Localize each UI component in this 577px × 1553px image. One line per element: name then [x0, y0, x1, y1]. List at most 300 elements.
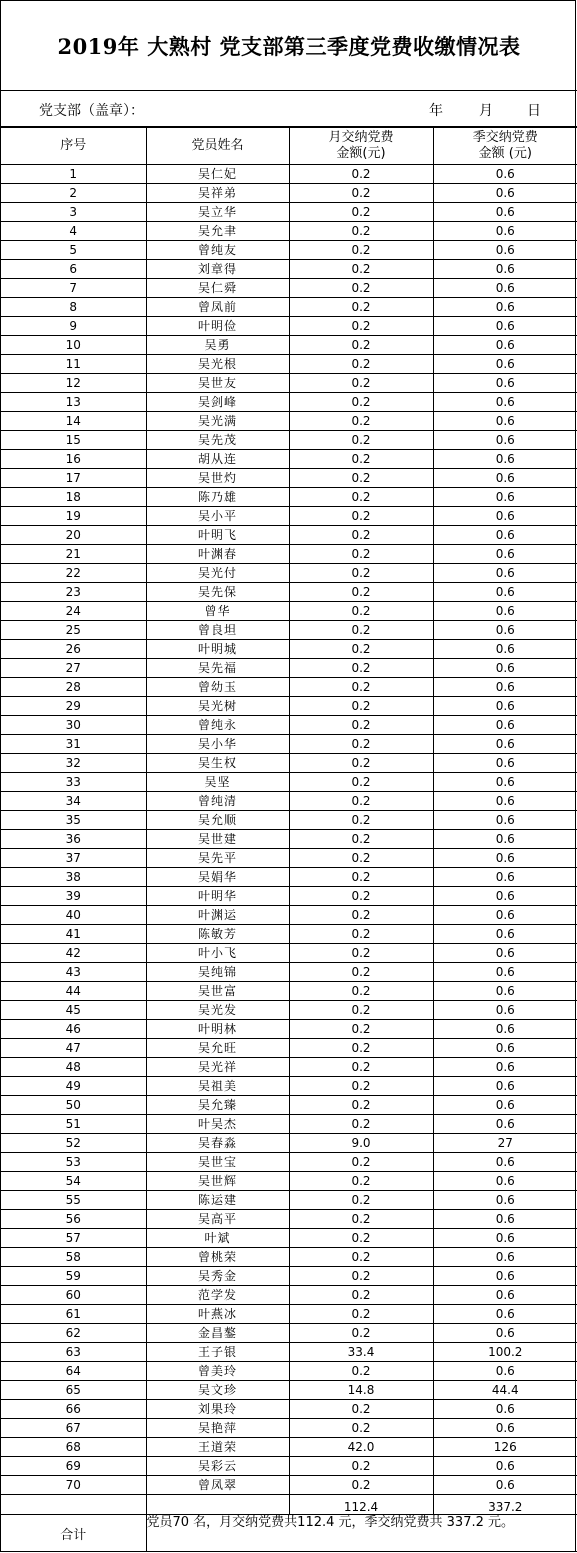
row-name: 吴生权: [146, 754, 289, 773]
row-monthly: 0.2: [289, 1229, 433, 1248]
table-row: [1, 1039, 577, 1058]
row-quarterly: 0.6: [433, 1096, 577, 1115]
branch-stamp-label: 党支部（盖章）：: [39, 103, 144, 119]
row-name: 吴先茂: [146, 431, 289, 450]
row-seq: 34: [1, 792, 146, 811]
row-seq: 14: [1, 412, 146, 431]
table-row: [1, 165, 577, 184]
row-seq: 25: [1, 621, 146, 640]
row-seq: 28: [1, 678, 146, 697]
row-seq: 10: [1, 336, 146, 355]
row-name: 陈运建: [146, 1191, 289, 1210]
row-seq: 4: [1, 222, 146, 241]
row-name: 吴光付: [146, 564, 289, 583]
row-quarterly: 0.6: [433, 1039, 577, 1058]
row-name: 吴艳萍: [146, 1419, 289, 1438]
table-row: [1, 1400, 577, 1419]
table-row: [1, 1381, 577, 1400]
row-quarterly: 0.6: [433, 697, 577, 716]
row-seq: 32: [1, 754, 146, 773]
row-name: 叶吴杰: [146, 1115, 289, 1134]
row-quarterly: 0.6: [433, 1419, 577, 1438]
table-row: [1, 716, 577, 735]
row-quarterly: 27: [433, 1134, 577, 1153]
row-monthly: 0.2: [289, 982, 433, 1001]
row-seq: 12: [1, 374, 146, 393]
row-monthly: 0.2: [289, 621, 433, 640]
table-row: [1, 1362, 577, 1381]
table-row: [1, 982, 577, 1001]
row-name: 吴祥弟: [146, 184, 289, 203]
row-seq: 17: [1, 469, 146, 488]
row-monthly: 0.2: [289, 431, 433, 450]
row-monthly: 0.2: [289, 1001, 433, 1020]
row-name: 吴允旺: [146, 1039, 289, 1058]
table-row: [1, 1153, 577, 1172]
row-seq: 39: [1, 887, 146, 906]
row-name: 王子银: [146, 1343, 289, 1362]
row-quarterly: 0.6: [433, 1172, 577, 1191]
total-note: 党员70 名，月交纳党费共112.4 元，季交纳党费共 337.2 元。: [146, 1515, 577, 1552]
row-monthly: 0.2: [289, 716, 433, 735]
branch-stamp-row: [1, 91, 577, 127]
row-seq: 41: [1, 925, 146, 944]
row-name: 吴先平: [146, 849, 289, 868]
row-seq: 26: [1, 640, 146, 659]
sum-monthly: 112.4: [289, 1495, 433, 1515]
table-row: [1, 412, 577, 431]
row-name: 吴世富: [146, 982, 289, 1001]
row-name: 曾桃荣: [146, 1248, 289, 1267]
table-row: [1, 1077, 577, 1096]
table-row: [1, 621, 577, 640]
row-name: 叶渊运: [146, 906, 289, 925]
row-monthly: 0.2: [289, 754, 433, 773]
row-name: 曾凤前: [146, 298, 289, 317]
row-monthly: 0.2: [289, 678, 433, 697]
row-quarterly: 0.6: [433, 279, 577, 298]
row-name: 胡从连: [146, 450, 289, 469]
row-quarterly: 0.6: [433, 165, 577, 184]
table-row: [1, 583, 577, 602]
row-seq: 3: [1, 203, 146, 222]
row-seq: 56: [1, 1210, 146, 1229]
row-monthly: 0.2: [289, 1419, 433, 1438]
row-quarterly: 0.6: [433, 222, 577, 241]
row-quarterly: 0.6: [433, 431, 577, 450]
row-monthly: 0.2: [289, 887, 433, 906]
row-quarterly: 0.6: [433, 336, 577, 355]
row-name: 陈乃雄: [146, 488, 289, 507]
row-quarterly: 0.6: [433, 374, 577, 393]
row-seq: 22: [1, 564, 146, 583]
row-quarterly: 0.6: [433, 526, 577, 545]
row-seq: 31: [1, 735, 146, 754]
row-name: 曾凤翠: [146, 1476, 289, 1495]
table-row: [1, 1343, 577, 1362]
row-seq: 7: [1, 279, 146, 298]
table-row: [1, 1096, 577, 1115]
row-seq: 13: [1, 393, 146, 412]
row-name: 吴先保: [146, 583, 289, 602]
table-row: [1, 792, 577, 811]
row-name: 曾幼玉: [146, 678, 289, 697]
table-row: [1, 260, 577, 279]
row-name: 吴小华: [146, 735, 289, 754]
row-quarterly: 0.6: [433, 849, 577, 868]
col-header-monthly: 月交纳党费 金额(元): [289, 128, 433, 165]
row-monthly: 0.2: [289, 1153, 433, 1172]
table-row: [1, 925, 577, 944]
row-quarterly: 0.6: [433, 868, 577, 887]
row-monthly: 0.2: [289, 564, 433, 583]
row-seq: 53: [1, 1153, 146, 1172]
row-name: 吴秀金: [146, 1267, 289, 1286]
row-monthly: 0.2: [289, 944, 433, 963]
row-name: 吴彩云: [146, 1457, 289, 1476]
table-row: [1, 849, 577, 868]
row-quarterly: 44.4: [433, 1381, 577, 1400]
row-name: 吴光满: [146, 412, 289, 431]
row-quarterly: 0.6: [433, 393, 577, 412]
sum-blank-name: [146, 1495, 289, 1515]
row-quarterly: 0.6: [433, 1286, 577, 1305]
row-quarterly: 0.6: [433, 583, 577, 602]
row-seq: 23: [1, 583, 146, 602]
total-row: [1, 1515, 577, 1552]
table-row: [1, 1172, 577, 1191]
total-label: 合计: [1, 1515, 146, 1552]
row-monthly: 0.2: [289, 1115, 433, 1134]
row-monthly: 0.2: [289, 1286, 433, 1305]
year-label: 年: [429, 103, 443, 119]
row-seq: 37: [1, 849, 146, 868]
row-quarterly: 0.6: [433, 317, 577, 336]
row-seq: 65: [1, 1381, 146, 1400]
row-monthly: 0.2: [289, 1096, 433, 1115]
table-row: [1, 887, 577, 906]
table-row: [1, 1305, 577, 1324]
row-name: 吴允臻: [146, 1096, 289, 1115]
table-row: [1, 526, 577, 545]
row-quarterly: 100.2: [433, 1343, 577, 1362]
row-monthly: 0.2: [289, 507, 433, 526]
table-row: [1, 184, 577, 203]
row-seq: 62: [1, 1324, 146, 1343]
sum-blank-seq: [1, 1495, 146, 1515]
row-seq: 1: [1, 165, 146, 184]
table-row: [1, 1229, 577, 1248]
row-name: 吴剑峰: [146, 393, 289, 412]
table-header-row: [1, 128, 577, 165]
row-name: 刘果玲: [146, 1400, 289, 1419]
row-quarterly: 0.6: [433, 1153, 577, 1172]
row-seq: 61: [1, 1305, 146, 1324]
row-name: 范学发: [146, 1286, 289, 1305]
row-seq: 5: [1, 241, 146, 260]
row-seq: 54: [1, 1172, 146, 1191]
row-name: 吴仁妃: [146, 165, 289, 184]
row-seq: 45: [1, 1001, 146, 1020]
table-row: [1, 1457, 577, 1476]
table-row: [1, 754, 577, 773]
row-seq: 38: [1, 868, 146, 887]
row-monthly: 0.2: [289, 336, 433, 355]
row-name: 曾纯永: [146, 716, 289, 735]
row-quarterly: 0.6: [433, 792, 577, 811]
row-seq: 16: [1, 450, 146, 469]
table-row: [1, 1210, 577, 1229]
table-row: [1, 507, 577, 526]
row-monthly: 0.2: [289, 1267, 433, 1286]
row-quarterly: 0.6: [433, 564, 577, 583]
row-name: 吴世灼: [146, 469, 289, 488]
row-quarterly: 0.6: [433, 1229, 577, 1248]
table-row: [1, 735, 577, 754]
row-monthly: 0.2: [289, 1191, 433, 1210]
table-row: [1, 906, 577, 925]
row-quarterly: 0.6: [433, 203, 577, 222]
row-seq: 69: [1, 1457, 146, 1476]
row-name: 叶明城: [146, 640, 289, 659]
row-monthly: 0.2: [289, 469, 433, 488]
row-quarterly: 0.6: [433, 830, 577, 849]
row-quarterly: 0.6: [433, 412, 577, 431]
row-monthly: 42.0: [289, 1438, 433, 1457]
row-monthly: 0.2: [289, 393, 433, 412]
month-label: 月: [479, 103, 493, 119]
table-row: [1, 1191, 577, 1210]
table-row: [1, 1419, 577, 1438]
row-monthly: 0.2: [289, 1077, 433, 1096]
table-row: [1, 279, 577, 298]
row-quarterly: 0.6: [433, 545, 577, 564]
row-monthly: 0.2: [289, 203, 433, 222]
row-quarterly: 0.6: [433, 1115, 577, 1134]
row-name: 刘章得: [146, 260, 289, 279]
page-title: 2019年 大熟村 党支部第三季度党费收缴情况表: [1, 1, 577, 91]
row-seq: 46: [1, 1020, 146, 1039]
table-row: [1, 640, 577, 659]
row-monthly: 0.2: [289, 602, 433, 621]
row-monthly: 0.2: [289, 1400, 433, 1419]
row-quarterly: 0.6: [433, 754, 577, 773]
row-seq: 27: [1, 659, 146, 678]
table-row: [1, 944, 577, 963]
row-name: 吴立华: [146, 203, 289, 222]
row-quarterly: 0.6: [433, 659, 577, 678]
row-seq: 60: [1, 1286, 146, 1305]
row-quarterly: 0.6: [433, 469, 577, 488]
row-quarterly: 0.6: [433, 298, 577, 317]
row-seq: 64: [1, 1362, 146, 1381]
row-monthly: 0.2: [289, 849, 433, 868]
table-row: [1, 1058, 577, 1077]
row-monthly: 0.2: [289, 184, 433, 203]
row-quarterly: 0.6: [433, 735, 577, 754]
row-quarterly: 0.6: [433, 450, 577, 469]
row-monthly: 0.2: [289, 1020, 433, 1039]
row-name: 叶明华: [146, 887, 289, 906]
table-row: [1, 1267, 577, 1286]
table-row: [1, 222, 577, 241]
row-monthly: 0.2: [289, 241, 433, 260]
row-name: 叶明俭: [146, 317, 289, 336]
row-monthly: 0.2: [289, 1476, 433, 1495]
row-seq: 21: [1, 545, 146, 564]
row-monthly: 0.2: [289, 1362, 433, 1381]
table-row: [1, 868, 577, 887]
row-name: 吴高平: [146, 1210, 289, 1229]
row-name: 吴文珍: [146, 1381, 289, 1400]
row-name: 叶斌: [146, 1229, 289, 1248]
table-row: [1, 1476, 577, 1495]
table-row: [1, 469, 577, 488]
table-row: [1, 298, 577, 317]
row-seq: 42: [1, 944, 146, 963]
table-row: [1, 1438, 577, 1457]
row-quarterly: 0.6: [433, 640, 577, 659]
table-row: [1, 241, 577, 260]
table-row: [1, 1248, 577, 1267]
row-name: 曾良坦: [146, 621, 289, 640]
table-row: [1, 450, 577, 469]
row-monthly: 0.2: [289, 868, 433, 887]
row-quarterly: 0.6: [433, 716, 577, 735]
col-header-seq: 序号: [1, 128, 146, 165]
row-name: 吴坚: [146, 773, 289, 792]
row-name: 叶燕冰: [146, 1305, 289, 1324]
row-quarterly: 0.6: [433, 241, 577, 260]
row-name: 吴允聿: [146, 222, 289, 241]
row-seq: 8: [1, 298, 146, 317]
table-row: [1, 773, 577, 792]
row-monthly: 0.2: [289, 222, 433, 241]
row-quarterly: 0.6: [433, 1305, 577, 1324]
row-monthly: 0.2: [289, 412, 433, 431]
row-seq: 70: [1, 1476, 146, 1495]
row-name: 王道荣: [146, 1438, 289, 1457]
row-name: 曾纯友: [146, 241, 289, 260]
row-name: 吴先福: [146, 659, 289, 678]
row-monthly: 0.2: [289, 640, 433, 659]
row-monthly: 9.0: [289, 1134, 433, 1153]
table-row: [1, 374, 577, 393]
row-seq: 40: [1, 906, 146, 925]
row-name: 吴纯锦: [146, 963, 289, 982]
row-name: 吴世建: [146, 830, 289, 849]
sum-quarterly: 337.2: [433, 1495, 577, 1515]
fee-table: [1, 127, 577, 1552]
row-seq: 20: [1, 526, 146, 545]
table-row: [1, 1134, 577, 1153]
row-name: 曾纯清: [146, 792, 289, 811]
row-monthly: 0.2: [289, 1248, 433, 1267]
row-seq: 57: [1, 1229, 146, 1248]
row-monthly: 0.2: [289, 792, 433, 811]
table-row: [1, 602, 577, 621]
row-seq: 66: [1, 1400, 146, 1419]
row-name: 吴仁舜: [146, 279, 289, 298]
row-quarterly: 0.6: [433, 773, 577, 792]
table-row: [1, 659, 577, 678]
row-seq: 33: [1, 773, 146, 792]
row-quarterly: 0.6: [433, 944, 577, 963]
row-monthly: 0.2: [289, 526, 433, 545]
row-seq: 35: [1, 811, 146, 830]
row-seq: 44: [1, 982, 146, 1001]
row-seq: 63: [1, 1343, 146, 1362]
row-quarterly: 0.6: [433, 1191, 577, 1210]
row-seq: 29: [1, 697, 146, 716]
row-seq: 68: [1, 1438, 146, 1457]
row-name: 吴光树: [146, 697, 289, 716]
row-seq: 24: [1, 602, 146, 621]
row-monthly: 0.2: [289, 1457, 433, 1476]
table-row: [1, 431, 577, 450]
row-quarterly: 0.6: [433, 507, 577, 526]
row-name: 吴光祥: [146, 1058, 289, 1077]
row-monthly: 0.2: [289, 450, 433, 469]
row-seq: 48: [1, 1058, 146, 1077]
row-quarterly: 0.6: [433, 488, 577, 507]
row-quarterly: 0.6: [433, 1324, 577, 1343]
row-quarterly: 0.6: [433, 184, 577, 203]
row-monthly: 0.2: [289, 317, 433, 336]
row-quarterly: 0.6: [433, 887, 577, 906]
row-seq: 50: [1, 1096, 146, 1115]
row-seq: 15: [1, 431, 146, 450]
row-monthly: 0.2: [289, 773, 433, 792]
row-seq: 36: [1, 830, 146, 849]
table-row: [1, 1324, 577, 1343]
row-quarterly: 0.6: [433, 621, 577, 640]
row-monthly: 0.2: [289, 925, 433, 944]
table-row: [1, 1286, 577, 1305]
row-monthly: 0.2: [289, 545, 433, 564]
row-quarterly: 0.6: [433, 1400, 577, 1419]
row-quarterly: 0.6: [433, 1267, 577, 1286]
row-quarterly: 0.6: [433, 260, 577, 279]
row-monthly: 0.2: [289, 355, 433, 374]
table-row: [1, 203, 577, 222]
row-monthly: 0.2: [289, 1172, 433, 1191]
row-monthly: 0.2: [289, 260, 433, 279]
row-monthly: 0.2: [289, 830, 433, 849]
table-row: [1, 336, 577, 355]
col-header-quarterly: 季交纳党费 金额 (元): [433, 128, 577, 165]
table-row: [1, 811, 577, 830]
row-quarterly: 126: [433, 1438, 577, 1457]
row-seq: 30: [1, 716, 146, 735]
row-quarterly: 0.6: [433, 355, 577, 374]
row-monthly: 0.2: [289, 811, 433, 830]
row-monthly: 0.2: [289, 1305, 433, 1324]
table-row: [1, 678, 577, 697]
row-quarterly: 0.6: [433, 1476, 577, 1495]
row-quarterly: 0.6: [433, 1210, 577, 1229]
row-monthly: 0.2: [289, 1058, 433, 1077]
row-name: 吴小平: [146, 507, 289, 526]
row-name: 吴光根: [146, 355, 289, 374]
sum-row: [1, 1495, 577, 1515]
table-row: [1, 830, 577, 849]
row-quarterly: 0.6: [433, 982, 577, 1001]
table-row: [1, 697, 577, 716]
row-monthly: 0.2: [289, 298, 433, 317]
row-name: 吴勇: [146, 336, 289, 355]
row-name: 吴春淼: [146, 1134, 289, 1153]
